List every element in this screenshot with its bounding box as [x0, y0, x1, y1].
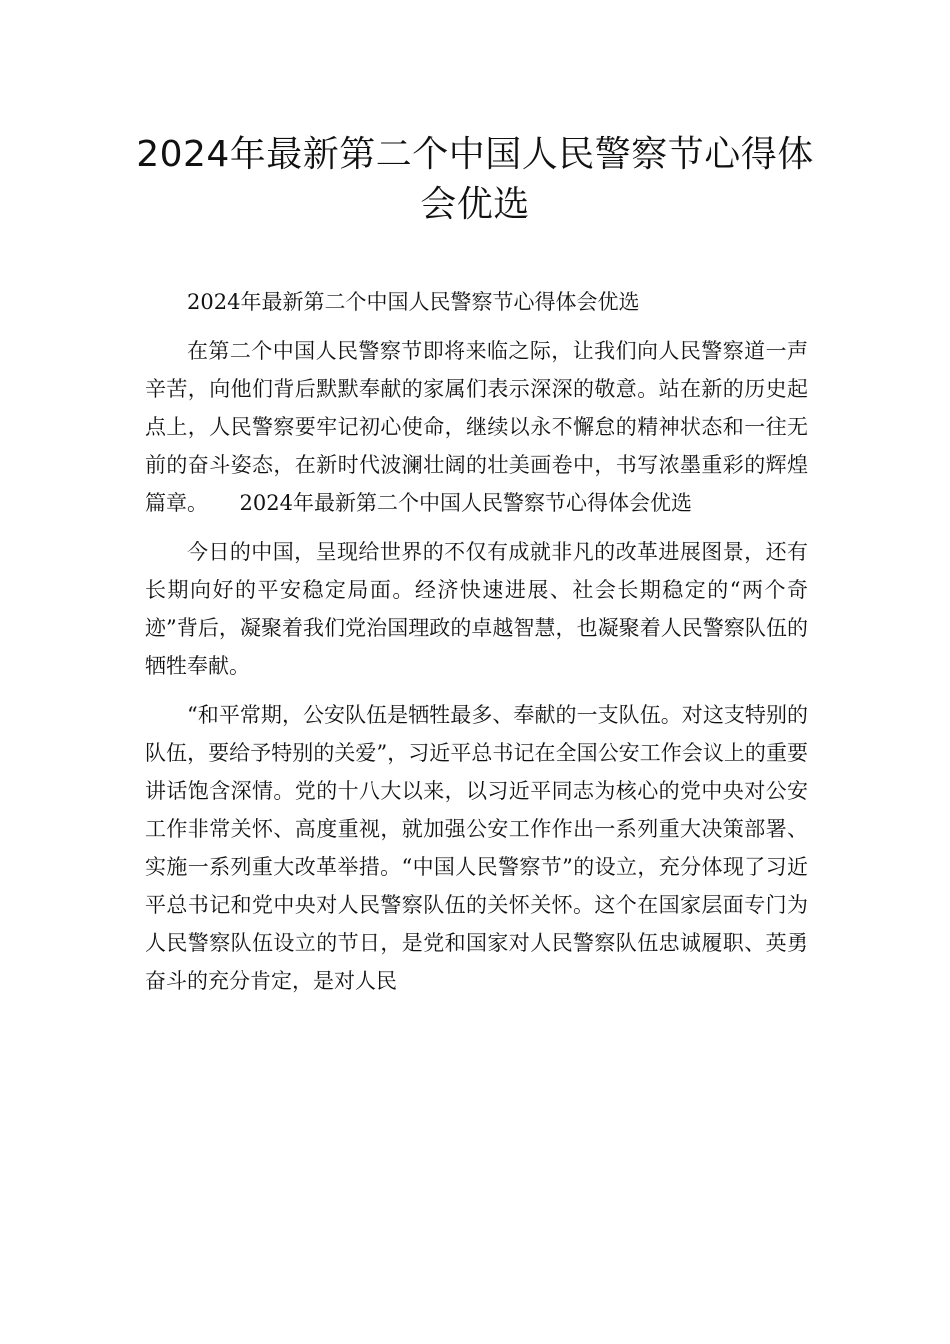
document-title: 2024年最新第二个中国人民警察节心得体会优选	[136, 134, 814, 225]
paragraph-1: 在第二个中国人民警察节即将来临之际，让我们向人民警察道一声辛苦，向他们背后默默奉献的家属们表示深深的敬意。站在新的历史起点上，人民警察要牢记初心使命，继续以永不懈怠的精神状态和一往无前的奋斗姿态，在新时代波澜壮阔的壮美画卷中，书写浓墨重彩的辉煌篇章。 2024年最新第二个中国人民警察节心得体会优选	[145, 339, 808, 515]
paragraph-subtitle: 2024年最新第二个中国人民警察节心得体会优选	[187, 290, 640, 314]
paragraph-2: 今日的中国，呈现给世界的不仅有成就非凡的改革进展图景，还有长期向好的平安稳定局面。经济快速进展、社会长期稳定的“两个奇迹”背后，凝聚着我们党治国理政的卓越智慧，也凝聚着人民警察队伍的牺牲奉献。	[145, 540, 808, 678]
paragraph-3: “和平常期，公安队伍是牺牲最多、奉献的一支队伍。对这支特别的队伍，要给予特别的关爱”，习近平总书记在全国公安工作会议上的重要讲话饱含深情。党的十八大以来，以习近平同志为核心的党中央对公安工作非常关怀、高度重视，就加强公安工作作出一系列重大决策部署、实施一系列重大改革举措。“中国人民警察节”的设立，充分体现了习近平总书记和党中央对人民警察队伍的关怀关怀。这个在国家层面专门为人民警察队伍设立的节日，是党和国家对人民警察队伍忠诚履职、英勇奋斗的充分肯定，是对人民	[145, 703, 808, 993]
document-body	[145, 283, 808, 1011]
